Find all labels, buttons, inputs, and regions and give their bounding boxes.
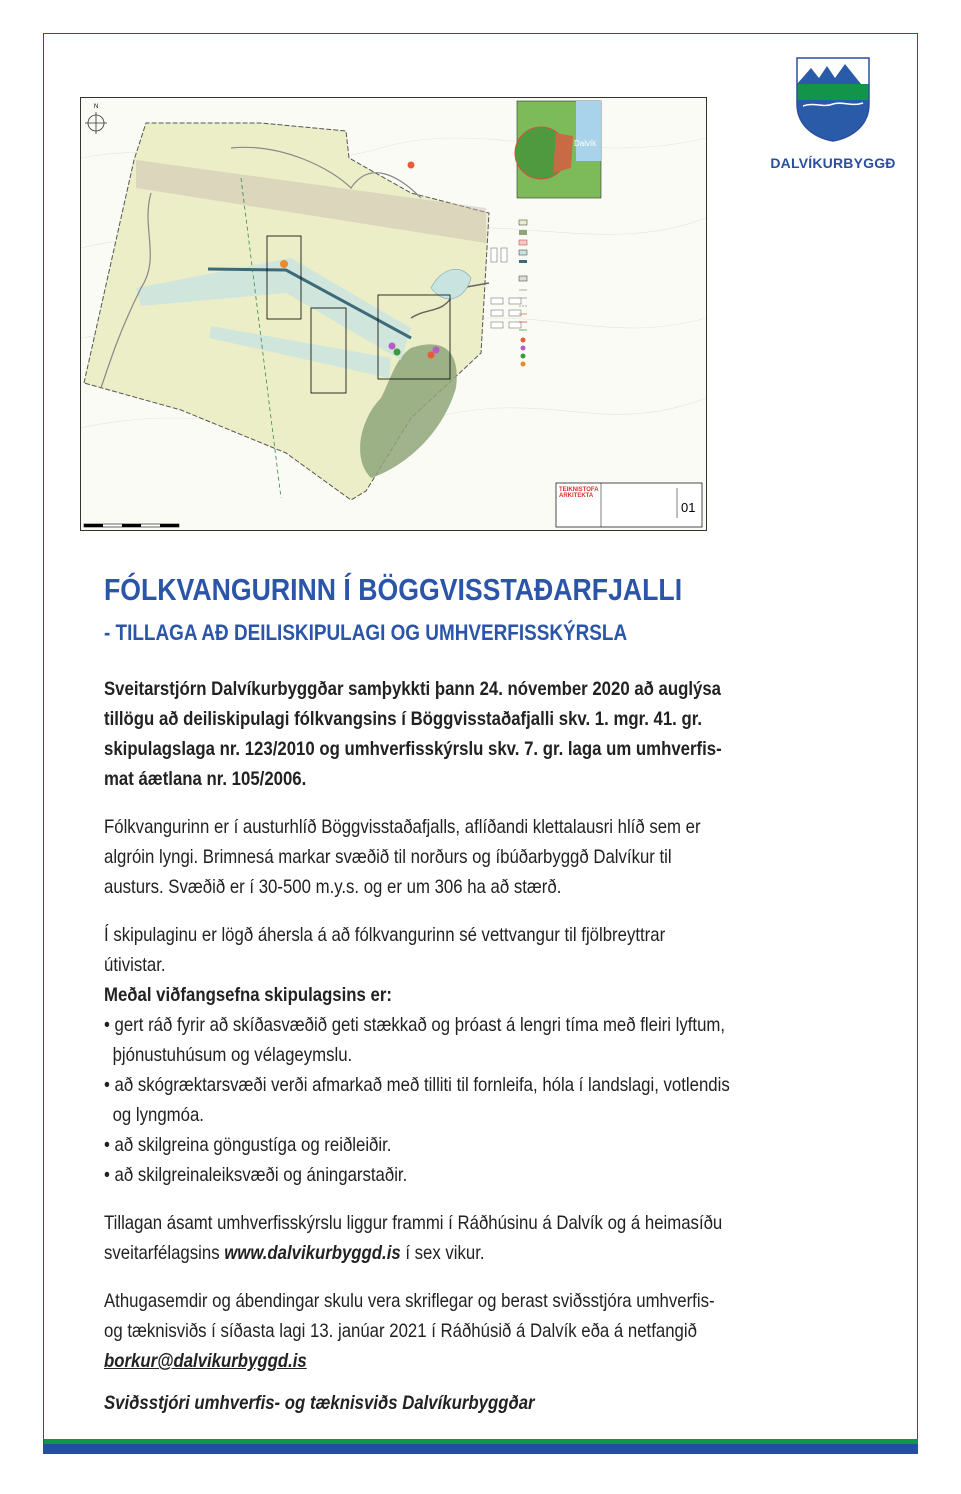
site-plan-map (80, 97, 707, 531)
text-line: Sveitarstjórn Dalvíkurbyggðar samþykkti þann 24. nóvember 2020 að auglýsa (104, 678, 722, 700)
title-block (556, 483, 702, 527)
text-line: mat áætlana nr. 105/2006. (104, 768, 307, 790)
availability-paragraph (104, 1208, 730, 1268)
text-line: Tillagan ásamt umhverfisskýrslu liggur frammi í Ráðhúsinu á Dalvík og á heimasíðu (104, 1212, 723, 1234)
text-span: sveitarfélagsins (104, 1242, 225, 1264)
svg-text:ARKITEKTA: ARKITEKTA (559, 493, 594, 499)
bullet-item: • gert ráð fyrir að skíðasvæðið geti stækkað og þróast á lengri tíma með fleiri lyftum, (104, 1014, 726, 1036)
text-line: og tæknisviðs í síðasta lagi 13. janúar 2021 í Ráðhúsið á Dalvík eða á netfangið (104, 1320, 697, 1342)
description-paragraph (104, 812, 730, 902)
footer-band-blue (44, 1444, 918, 1454)
bullet-item: • að skógræktarsvæði verði afmarkað með tilliti til fornleifa, hóla í landslagi, votlendis (104, 1074, 730, 1096)
page-title: FÓLKVANGURINN Í BÖGGVISSTAÐARFJALLI (104, 572, 683, 607)
bullet-item-continuation: þjónustuhúsum og vélageymslu. (112, 1044, 353, 1066)
comments-paragraph (104, 1286, 730, 1376)
map-drawing (81, 98, 706, 530)
scale-bar (84, 524, 179, 527)
email-link[interactable]: borkur@dalvikurbyggd.is (104, 1350, 307, 1372)
text-line: algróin lyngi. Brimnesá markar svæðið til norðurs og íbúðarbyggð Dalvíkur til (104, 846, 672, 868)
dalvikurbyggd-logo (768, 56, 898, 171)
text-line: Athugasemdir og ábendingar skulu vera skriflegar og berast sviðsstjóra umhverfis- (104, 1290, 715, 1312)
intro-paragraph (104, 674, 730, 794)
page-subtitle: - TILLAGA AÐ DEILISKIPULAGI OG UMHVERFISSKÝRSLA (104, 620, 628, 645)
text-line: tillögu að deiliskipulagi fólkvangsins í Böggvisstaðafjalli skv. 1. mgr. 41. gr. (104, 708, 702, 730)
svg-text:TEIKNISTOFA: TEIKNISTOFA (559, 487, 599, 493)
text-line: Fólkvangurinn er í austurhlíð Böggvisstaðafjalls, aflíðandi klettalausri hlíð sem er (104, 816, 701, 838)
text-span: í sex vikur. (400, 1242, 485, 1264)
text-line: austurs. Svæðið er í 30-500 m.y.s. og er um 306 ha að stærð. (104, 876, 562, 898)
text-line (104, 1238, 730, 1268)
notice-body (104, 674, 730, 1418)
coat-of-arms-icon (795, 56, 871, 142)
svg-text:N: N (94, 104, 99, 110)
website-link[interactable]: www.dalvikurbyggd.is (224, 1242, 401, 1264)
bullet-item-continuation: og lyngmóa. (112, 1104, 204, 1126)
logo-name: DALVÍKURBYGGÐ (770, 155, 896, 171)
text-line: útivistar. (104, 954, 166, 976)
bullet-item: • að skilgreina göngustíga og reiðleiðir. (104, 1134, 392, 1156)
topics-section (104, 920, 730, 1190)
signature: Sviðsstjóri umhverfis- og tæknisviðs Dalvíkurbyggðar (104, 1392, 535, 1414)
text-line: skipulagslaga nr. 123/2010 og umhverfisskýrslu skv. 7. gr. laga um umhverfis- (104, 738, 722, 760)
bullet-item: • að skilgreinaleiksvæði og áningarstaðir. (104, 1164, 408, 1186)
text-line: Í skipulaginu er lögð áhersla á að fólkvangurinn sé vettvangur til fjölbreyttrar (104, 924, 666, 946)
inset-location-map (515, 101, 601, 198)
svg-text:01: 01 (681, 500, 696, 515)
svg-text:Dalvík: Dalvík (574, 139, 597, 148)
topics-heading: Meðal viðfangsefna skipulagsins er: (104, 984, 392, 1006)
